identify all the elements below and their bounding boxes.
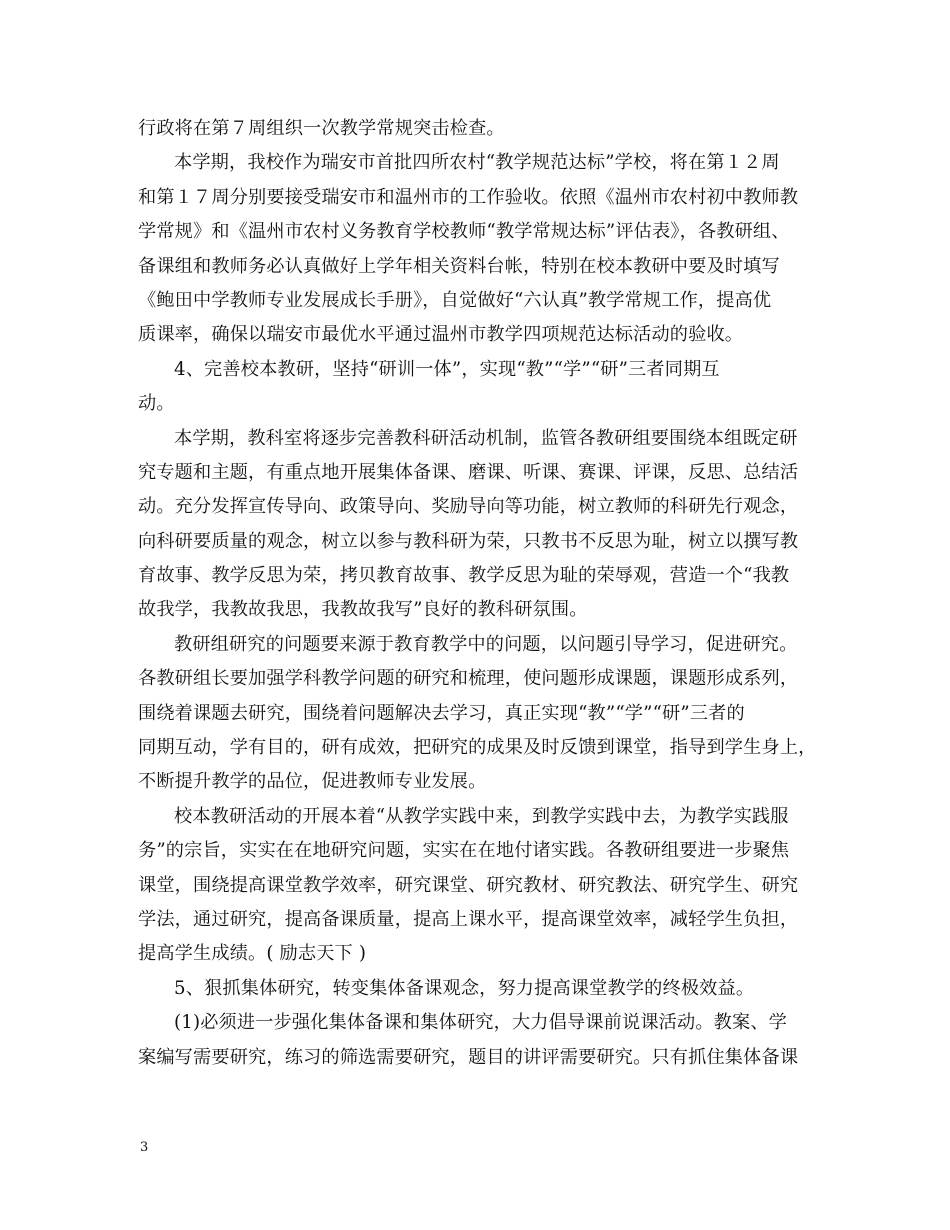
text-line: 教研组研究的问题要来源于教育教学中的问题，以问题引导学习，促进研究。 [174, 633, 798, 655]
text-line: 行政将在第７周组织一次教学常规突击检查。 [138, 118, 505, 139]
text-line: 本学期，我校作为瑞安市首批四所农村“教学规范达标”学校，将在第１２周 [174, 152, 780, 174]
text-line: 动。 [138, 393, 175, 415]
text-line: 不断提升教学的品位，促进教师专业发展。 [138, 771, 487, 793]
text-line: 提高学生成绩。( 励志天下 ) [138, 943, 367, 965]
text-line: 校本教研活动的开展本着“从教学实践中来，到教学实践中去，为教学实践服 [174, 805, 789, 827]
text-line: 案编写需要研究，练习的筛选需要研究，题目的讲评需要研究。只有抓住集体备课 [138, 1046, 799, 1068]
page-number: 3 [140, 1140, 149, 1155]
text-line: 围绕着课题去研究，围绕着问题解决去学习，真正实现“教”“学”“研”三者的 [138, 702, 745, 724]
text-line: 向科研要质量的观念，树立以参与教科研为荣，只教书不反思为耻，树立以撰写教 [138, 530, 799, 552]
text-line: 究专题和主题，有重点地开展集体备课、磨课、听课、赛课、评课，反思、总结活 [138, 461, 799, 483]
text-line: 4、完善校本教研，坚持“研训一体”，实现“教”“学”“研”三者同期互 [174, 358, 720, 380]
text-line: 动。充分发挥宣传导向、政策导向、奖励导向等功能，树立教师的科研先行观念， [138, 496, 799, 518]
text-line: 质课率，确保以瑞安市最优水平通过温州市教学四项规范达标活动的验收。 [138, 324, 744, 346]
body-text [138, 112, 818, 1075]
text-line: 课堂，围绕提高课堂教学效率，研究课堂、研究教材、研究教法、研究学生、研究 [138, 874, 799, 896]
text-line: 育故事、教学反思为荣，拷贝教育故事、教学反思为耻的荣辱观，营造一个“我教 [138, 565, 790, 587]
text-line: 5、狠抓集体研究，转变集体备课观念，努力提高课堂教学的终极效益。 [174, 977, 755, 999]
text-line: 学常规》和《温州市农村义务教育学校教师“教学常规达标”评估表》，各教研组、 [138, 221, 790, 243]
text-line: 备课组和教师务必认真做好上学年相关资料台帐，特别在校本教研中要及时填写 [138, 255, 780, 277]
text-line: 学法，通过研究，提高备课质量，提高上课水平，提高课堂效率，减轻学生负担， [138, 908, 799, 930]
text-line: 各教研组长要加强学科教学问题的研究和梳理，使问题形成课题，课题形成系列， [138, 668, 799, 690]
text-line: 同期互动，学有目的，研有成效，把研究的成果及时反馈到课堂，指导到学生身上， [138, 737, 817, 759]
text-line: 和第１７周分别要接受瑞安市和温州市的工作验收。依照《温州市农村初中教师教 [138, 186, 799, 208]
text-line: (1)必须进一步强化集体备课和集体研究，大力倡导课前说课活动。教案、学 [174, 1012, 788, 1034]
text-line: 务”的宗旨，实实在在地研究问题，实实在在地付诸实践。各教研组要进一步聚焦 [138, 840, 790, 862]
text-line: 故我学，我教故我思，我教故我写”良好的教科研氛围。 [138, 599, 588, 621]
text-line: 《鲍田中学教师专业发展成长手册》，自觉做好“六认真”教学常规工作，提高优 [138, 289, 772, 311]
text-line: 本学期，教科室将逐步完善教科研活动机制，监管各教研组要围绕本组既定研 [174, 427, 798, 449]
